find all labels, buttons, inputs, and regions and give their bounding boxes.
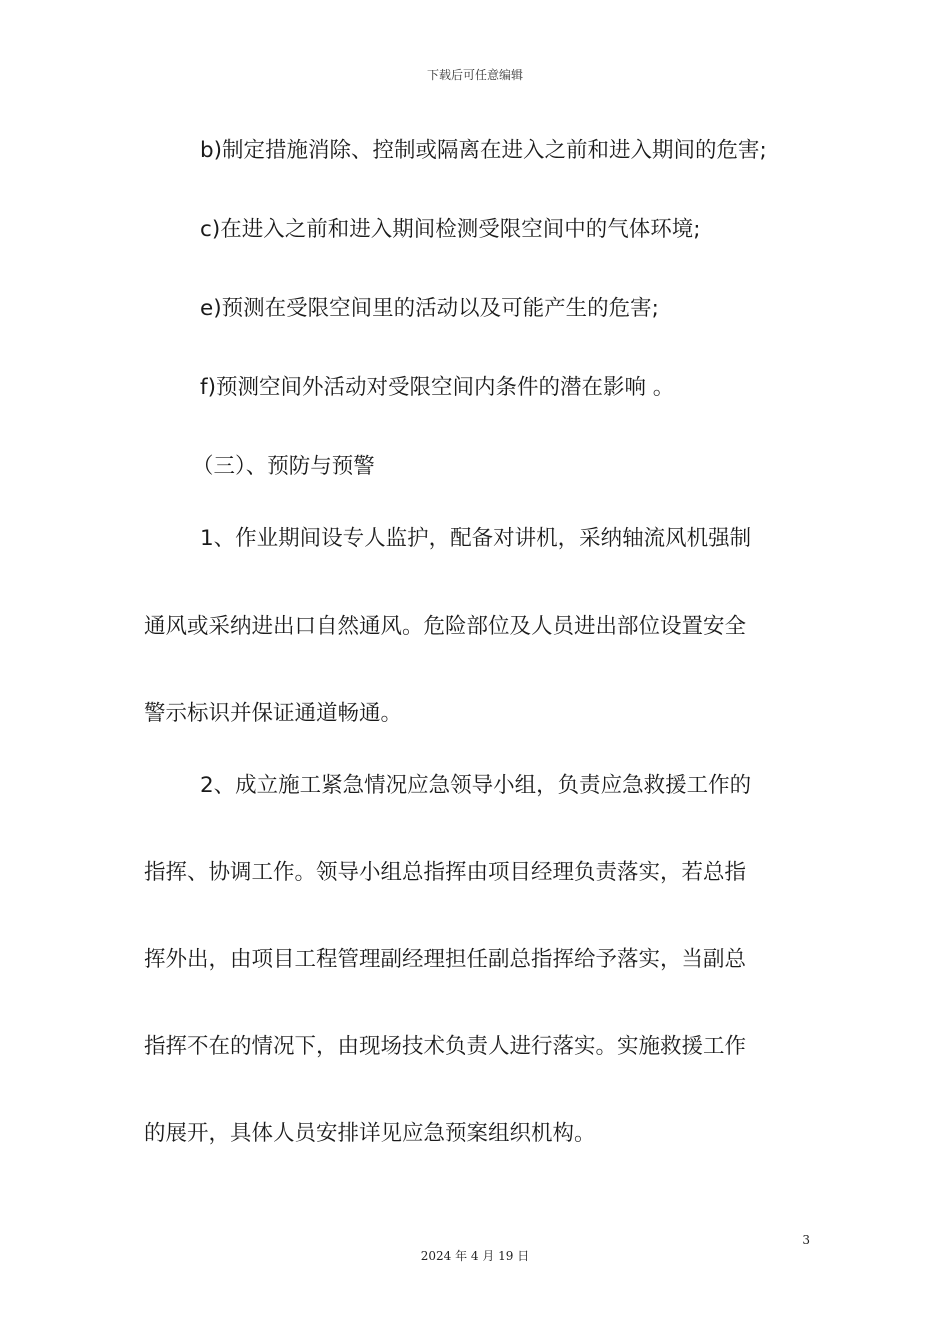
paragraph-2-line-3: 挥外出，由项目工程管理副经理担任副总指挥给予落实，当副总 (144, 947, 747, 972)
header-note: 下载后可任意编辑 (426, 68, 523, 82)
footer-date: 2024 年 4 月 19 日 (420, 1249, 530, 1263)
body-line-f: f)预测空间外活动对受限空间内条件的潜在影响 。 (200, 375, 675, 400)
paragraph-2-line-1: 2、成立施工紧急情况应急领导小组，负责应急救援工作的 (200, 773, 752, 798)
paragraph-2-line-4: 指挥不在的情况下，由现场技术负责人进行落实。实施救援工作 (144, 1034, 747, 1059)
paragraph-2-line-5: 的展开，具体人员安排详见应急预案组织机构。 (144, 1121, 596, 1146)
paragraph-1-line-1: 1、作业期间设专人监护，配备对讲机，采纳轴流风机强制 (200, 526, 752, 551)
body-line-e: e)预测在受限空间里的活动以及可能产生的危害; (200, 296, 659, 321)
paragraph-2-line-2: 指挥、协调工作。领导小组总指挥由项目经理负责落实，若总指 (144, 860, 747, 885)
body-line-b: b)制定措施消除、控制或隔离在进入之前和进入期间的危害; (200, 138, 767, 163)
page-number: 3 (802, 1233, 810, 1247)
section-heading: （三）、预防与预警 (192, 454, 375, 479)
body-line-c: c)在进入之前和进入期间检测受限空间中的气体环境; (200, 217, 701, 242)
paragraph-1-line-2: 通风或采纳进出口自然通风。危险部位及人员进出部位设置安全 (144, 614, 747, 639)
paragraph-1-line-3: 警示标识并保证通道畅通。 (144, 701, 403, 726)
